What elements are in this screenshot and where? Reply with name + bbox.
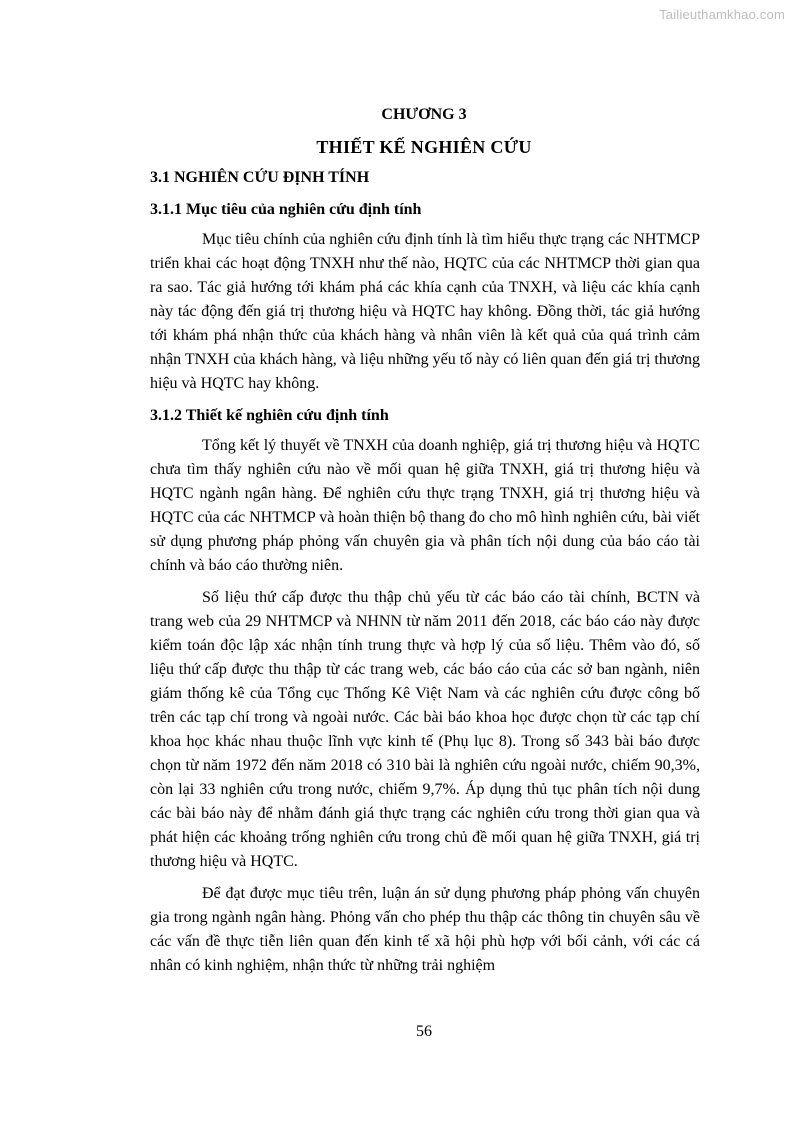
subsection-heading-design: 3.1.2 Thiết kế nghiên cứu định tính [150, 407, 389, 424]
page-body [150, 166, 700, 986]
chapter-title: THIẾT KẾ NGHIÊN CỨU [316, 137, 532, 157]
chapter-number: CHƯƠNG 3 [381, 106, 467, 123]
paragraph: Mục tiêu chính của nghiên cứu định tính là tìm hiểu thực trạng các NHTMCP triển khai các hoạt động TNXH như thế nào, HQTC của các NHTMCP thời gian qua ra sao. Tác giả hướng tới khám phá các khía cạnh của TNXH, và liệu các khía cạnh này tác động đến giá trị thương hiệu và HQTC hay không. Đồng thời, tác giả hướng tới khám phá nhận thức của khách hàng và nhân viên là kết quả của quá trình cảm nhận TNXH của khách hàng, và liệu những yếu tố này có liên quan đến giá trị thương hiệu và HQTC hay không. [150, 231, 700, 392]
paragraph: Số liệu thứ cấp được thu thập chủ yếu từ các báo cáo tài chính, BCTN và trang web của 29 NHTMCP và NHNN từ năm 2011 đến 2018, các báo cáo này được kiểm toán độc lập xác nhận tính trung thực và hợp lý của số liệu. Thêm vào đó, số liệu thứ cấp được thu thập từ các trang web, các báo cáo của các sở ban ngành, niên giám thống kê của Tổng cục Thống Kê Việt Nam và các nghiên cứu được công bố trên các tạp chí trong và ngoài nước. Các bài báo khoa học được chọn từ các tạp chí khoa học khác nhau thuộc lĩnh vực kinh tế (Phụ lục 8). Trong số 343 bài báo được chọn từ năm 1972 đến năm 2018 có 310 bài là nghiên cứu ngoài nước, chiếm 90,3%, còn lại 33 nghiên cứu trong nước, chiếm 9,7%. Áp dụng thủ tục phân tích nội dung các bài báo này để nhằm đánh giá thực trạng các nghiên cứu trong thời gian qua và phát hiện các khoảng trống nghiên cứu trong chủ đề mối quan hệ giữa TNXH, giá trị thương hiệu và HQTC. [150, 589, 700, 870]
paragraph: Tổng kết lý thuyết về TNXH của doanh nghiệp, giá trị thương hiệu và HQTC chưa tìm thấy nghiên cứu nào về mối quan hệ giữa TNXH, giá trị thương hiệu và HQTC ngành ngân hàng. Để nghiên cứu thực trạng TNXH, giá trị thương hiệu và HQTC của các NHTMCP và hoàn thiện bộ thang đo cho mô hình nghiên cứu, bài viết sử dụng phương pháp phỏng vấn chuyên gia và phân tích nội dung của báo cáo tài chính và báo cáo thường niên. [150, 437, 700, 574]
paragraph: Để đạt được mục tiêu trên, luận án sử dụng phương pháp phỏng vấn chuyên gia trong ngành ngân hàng. Phỏng vấn cho phép thu thập các thông tin chuyên sâu về các vấn đề thực tiễn liên quan đến kinh tế xã hội phù hợp với bối cảnh, với các cá nhân có kinh nghiệm, nhận thức từ những trải nghiệm [150, 885, 700, 974]
section-heading: 3.1 NGHIÊN CỨU ĐỊNH TÍNH [150, 169, 370, 186]
watermark-text: Tailieuthamkhao.com [659, 7, 785, 22]
page-number: 56 [416, 1023, 432, 1040]
subsection-heading-goal: 3.1.1 Mục tiêu của nghiên cứu định tính [150, 201, 422, 218]
